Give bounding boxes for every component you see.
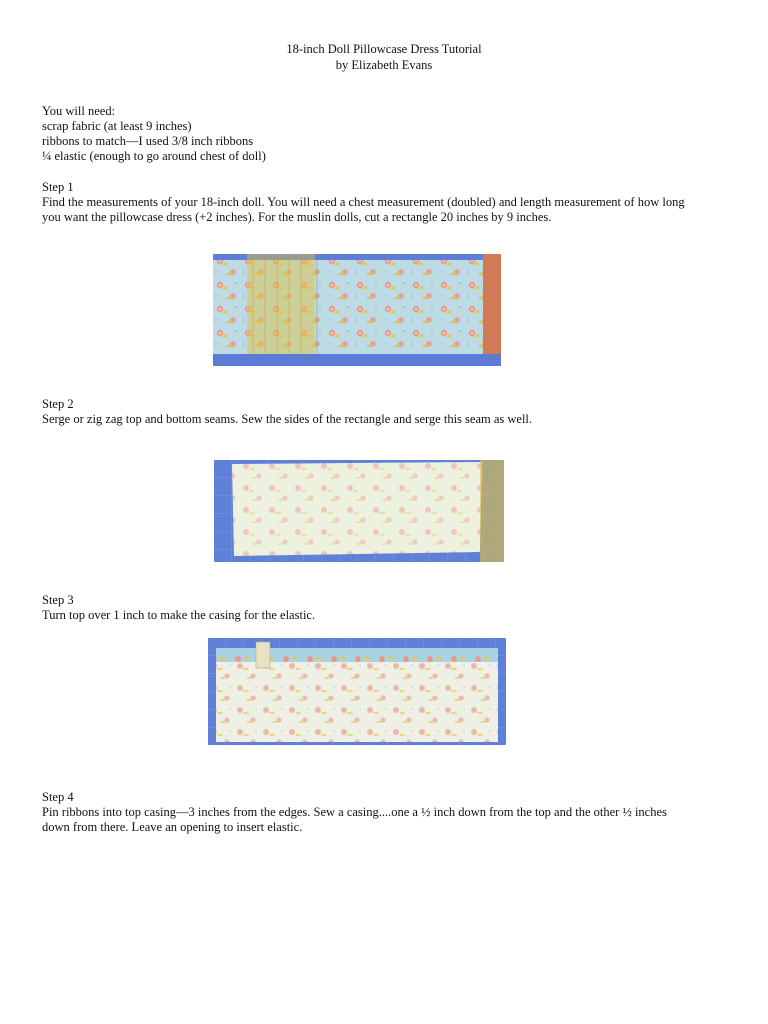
supply-item: ribbons to match—I used 3/8 inch ribbons bbox=[42, 134, 254, 148]
step-3-heading: Step 3 bbox=[42, 593, 74, 607]
step-4-heading: Step 4 bbox=[42, 790, 74, 804]
step-4-text: Pin ribbons into top casing—3 inches from the edges. Sew a casing....one a ½ inch down from the top and the other ½ inches bbox=[42, 805, 667, 819]
step-1-heading: Step 1 bbox=[42, 180, 74, 194]
step-2-heading: Step 2 bbox=[42, 397, 74, 411]
supply-item: ¼ elastic (enough to go around chest of doll) bbox=[42, 149, 266, 163]
step-2-photo bbox=[214, 460, 504, 562]
step-3-photo bbox=[208, 638, 506, 745]
step-1-photo bbox=[213, 254, 501, 366]
document-author: by Elizabeth Evans bbox=[335, 58, 433, 72]
supply-item: scrap fabric (at least 9 inches) bbox=[42, 119, 192, 133]
supplies-heading: You will need: bbox=[42, 104, 116, 118]
step-4-text: down from there. Leave an opening to insert elastic. bbox=[42, 820, 303, 834]
step-3-text: Turn top over 1 inch to make the casing for the elastic. bbox=[42, 608, 316, 622]
document-title: 18-inch Doll Pillowcase Dress Tutorial bbox=[286, 42, 482, 56]
step-1-text: Find the measurements of your 18-inch doll. You will need a chest measurement (doubled) and length measurement of how long bbox=[42, 195, 685, 209]
step-2-text: Serge or zig zag top and bottom seams. Sew the sides of the rectangle and serge this seam as well. bbox=[42, 412, 533, 426]
step-1-text: you want the pillowcase dress (+2 inches). For the muslin dolls, cut a rectangle 20 inches by 9 inches. bbox=[42, 210, 552, 224]
